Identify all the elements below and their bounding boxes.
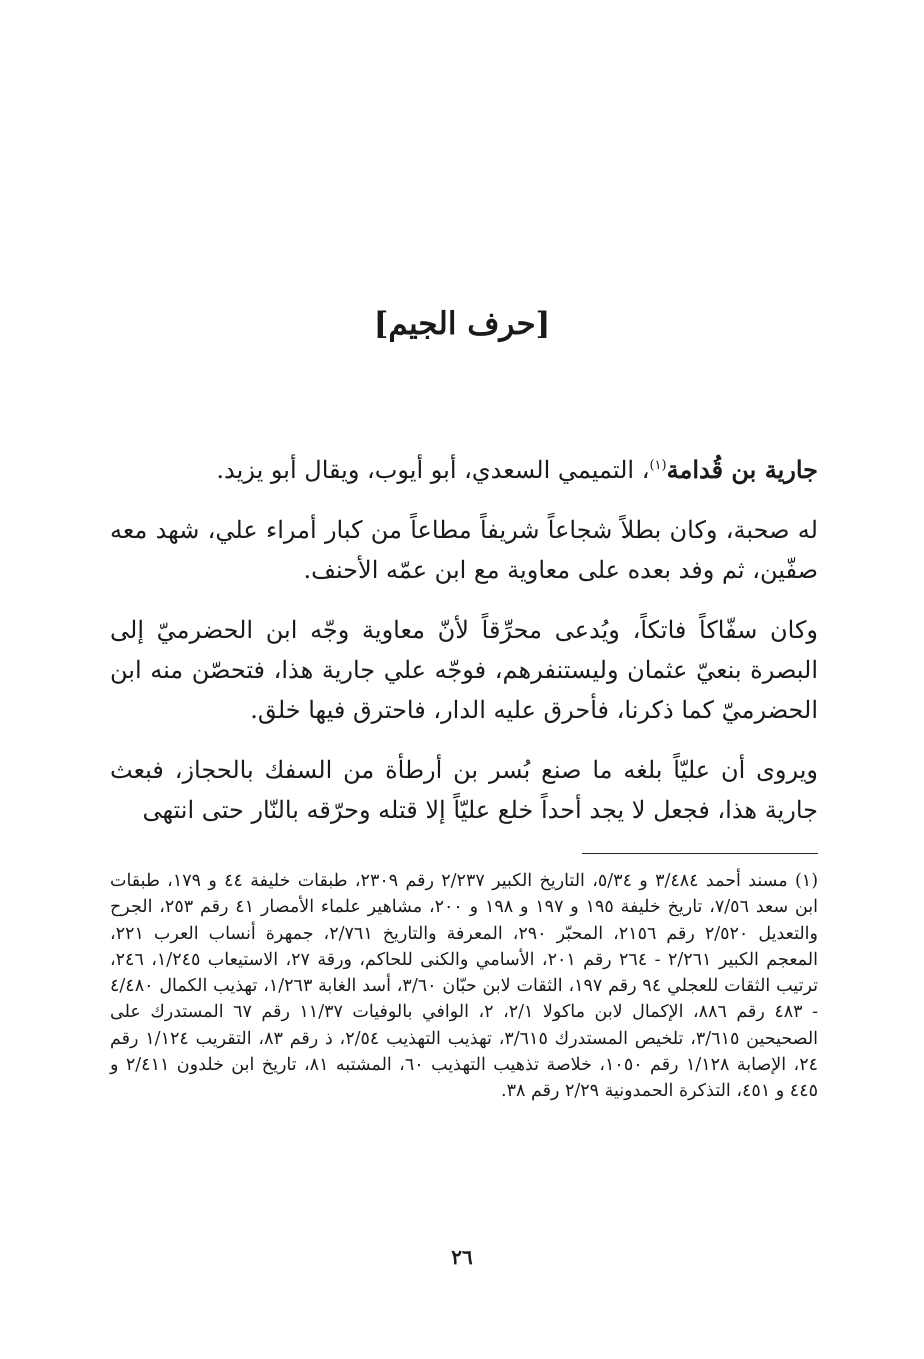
entry-name: جارية بن قُدامة <box>666 455 818 484</box>
entry-paragraph <box>110 450 818 490</box>
paragraph-busr: ويروى أن عليّاً بلغه ما صنع بُسر بن أرطأة من السفك بالحجاز، فبعث جارية هذا، فجعل لا يجد أحداً خلع عليّاً إلا قتله وحرّقه بالنّار حتى انتهى <box>110 756 818 824</box>
entry-name-rest: ، التميمي السعدي، أبو أيوب، ويقال أبو يزيد. <box>216 456 650 484</box>
footnotes <box>110 868 818 1105</box>
footnote-separator <box>582 853 818 854</box>
page-number: ٢٦ <box>451 1245 473 1269</box>
paragraph-companionship: له صحبة، وكان بطلاً شجاعاً شريفاً مطاعاً من كبار أمراء علي، شهد معه صفّين، ثم وفد بعده على معاوية مع ابن عمّه الأحنف. <box>110 516 818 584</box>
footnote-1: (١) مسند أحمد ٣/٤٨٤ و ٥/٣٤، التاريخ الكبير ٢/٢٣٧ رقم ٢٣٠٩، طبقات خليفة ٤٤ و ١٧٩، طبقات ابن سعد ٧/٥٦، تاريخ خليفة ١٩٥ و ١٩٧ و ١٩٨ و ٢٠٠، مشاهير علماء الأمصار ٤١ رقم ٢٥٣، الجرح والتعديل ٢/٥٢٠ رقم ٢١٥٦، المحبّر ٢٩٠، المعرفة والتاريخ ٢/٧٦١، جمهرة أنساب العرب ٢٢١، المعجم الكبير ٢/٢٦١ - ٢٦٤ رقم ٢٠١، الأسامي والكنى للحاكم، ورقة ٢٧، الاستيعاب ١/٢٤٥، ٢٤٦، ترتيب الثقات للعجلي ٩٤ رقم ١٩٧، الثقات لابن حبّان ٣/٦٠، أسد الغابة ١/٢٦٣، تهذيب الكمال ٤/٤٨٠ - ٤٨٣ رقم ٨٨٦، الإكمال لابن ماكولا ٢/١، ٢، الوافي بالوفيات ١١/٣٧ رقم ٦٧ المستدرك على الصحيحين ٣/٦١٥، تلخيص المستدرك ٣/٦١٥، تهذيب التهذيب ٢/٥٤، ذ رقم ٨٣، التقريب ١/١٢٤ رقم ٢٤، الإصابة ١/١٢٨ رقم ١٠٥٠، خلاصة تذهيب التهذيب ٦٠، المشتبه ٨١، تاريخ ابن خلدون ٢/٤١١ و ٤٤٥ و ٤٥١، التذكرة الحمدونية ٢/٢٩ رقم ٣٨. <box>110 871 819 1102</box>
chapter-heading: [حرف الجيم] <box>373 306 551 342</box>
footnote-reference[interactable]: (١) <box>649 458 667 473</box>
paragraph-burner: وكان سفّاكاً فاتكاً، ويُدعى محرِّقاً لأنّ معاوية وجّه ابن الحضرميّ إلى البصرة بنعيّ عثمان وليستنفرهم، فوجّه علي جارية هذا، فتحصّن منه ابن الحضرميّ كما ذكرنا، فأحرق عليه الدار، فاحترق فيها خلق. <box>110 616 818 724</box>
main-text <box>110 450 818 850</box>
